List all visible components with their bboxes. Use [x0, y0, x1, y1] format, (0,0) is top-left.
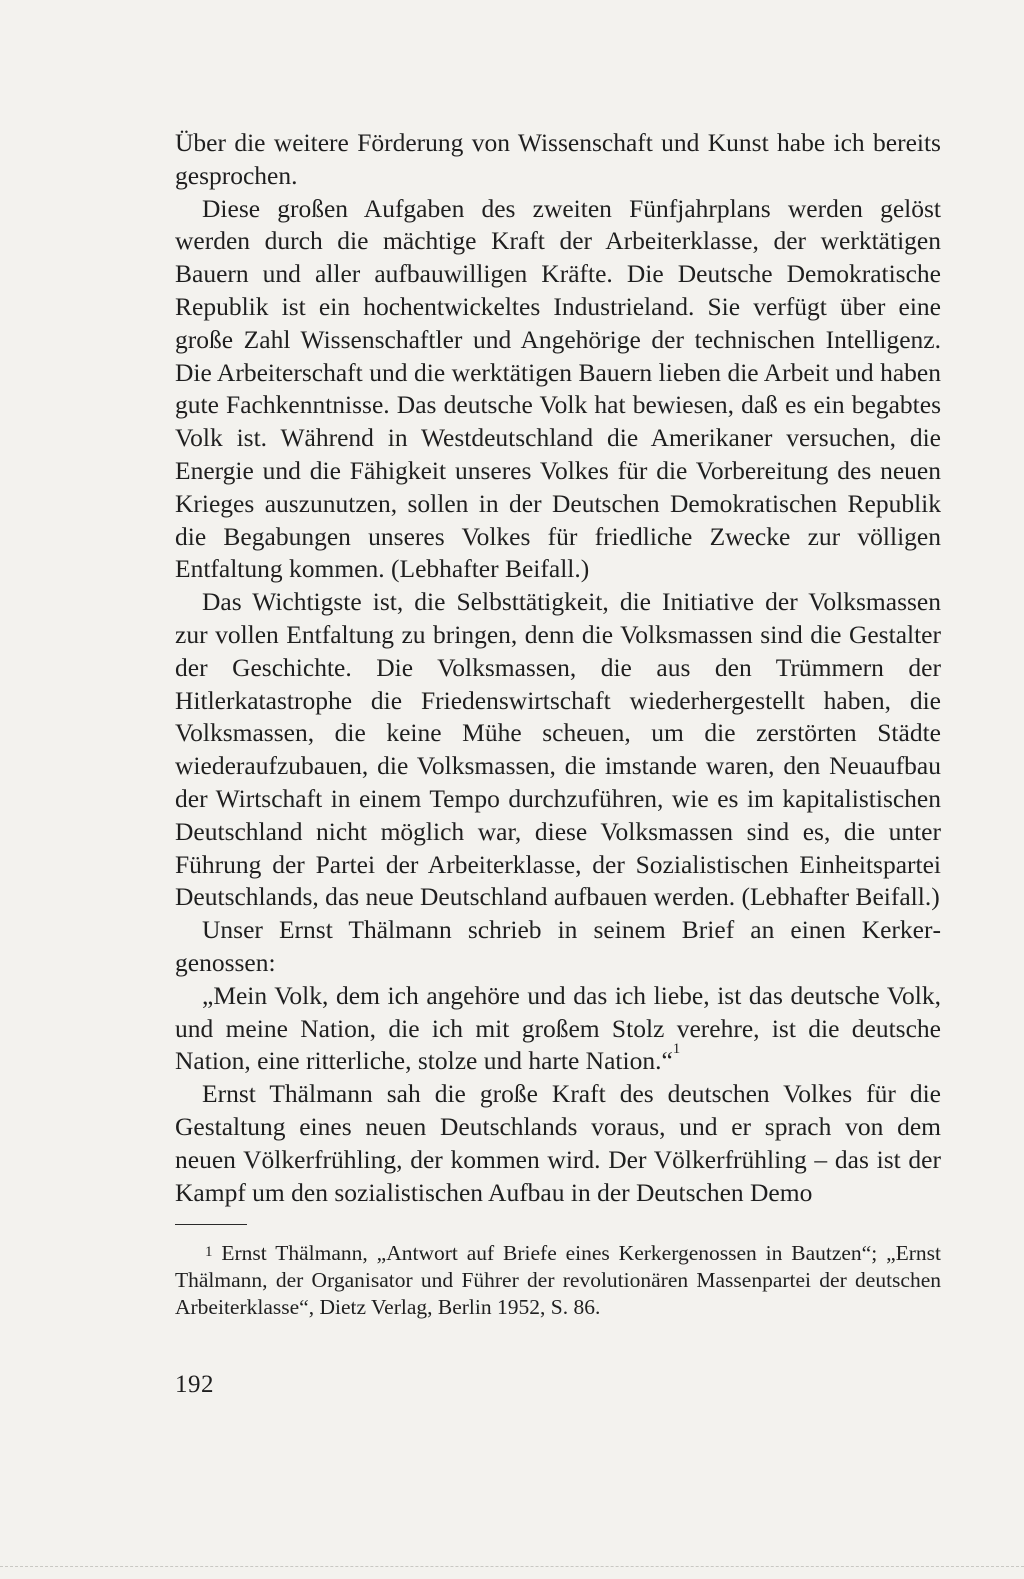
- paragraph-5-quote: [175, 980, 941, 1078]
- paragraph-2: Diese großen Aufgaben des zweiten Fünfjahrplans werden gelöst werden durch die mächtige Kraft der Arbeiterklasse, der werktätigen Bauern und aller aufbauwilligen Kräfte. Die Deutsche Demokratische Republik ist ein hochentwickeltes Industrieland. Sie verfügt über eine große Zahl Wissenschaftler und Angehörige der technischen Intelligenz. Die Arbeiterschaft und die werktätigen Bauern lieben die Arbeit und haben gute Fachkenntnisse. Das deutsche Volk hat bewiesen, daß es ein begabtes Volk ist. Während in Westdeutschland die Amerikaner versuchen, die Energie und die Fähigkeit unseres Volkes für die Vorbereitung des neuen Krieges auszunutzen, sollen in der Deutschen Demokratischen Republik die Begabungen unseres Volkes für friedliche Zwecke zur völligen Entfaltung kommen. (Lebhafter Beifall.): [175, 193, 941, 584]
- footnote-text: Ernst Thälmann, „Antwort auf Briefe eines Kerkergenossen in Bautzen“; „Ernst Thälmann, der Organisator und Führer der revolutionären Massenpartei der deutschen Arbeiterklasse“, Dietz Verlag, Berlin 1952, S. 86.: [175, 1241, 941, 1319]
- paragraph-1: Über die weitere Förderung von Wissenschaft und Kunst habe ich bereits gesprochen.: [175, 128, 941, 190]
- quote-text: „Mein Volk, dem ich angehöre und das ich liebe, ist das deutsche Volk, und meine Nation, die ich mit großem Stolz verehre, ist die deutsche Nation, eine ritterliche, stolze und harte Nation.“: [175, 980, 941, 1076]
- main-text: [175, 127, 941, 1209]
- footnote-reference: 1: [672, 1041, 681, 1058]
- page-number: 192: [175, 1371, 214, 1398]
- footnote: [175, 1240, 941, 1321]
- scan-edge: [0, 1566, 1024, 1567]
- footnote-marker: 1: [205, 1244, 213, 1260]
- footnote-divider: [175, 1224, 247, 1225]
- paragraph-6: Ernst Thälmann sah die große Kraft des deutschen Volkes für die Gestaltung eines neuen Deutschlands voraus, und er sprach von dem neuen Völkerfrühling, der kommen wird. Der Völkerfrühling – das ist der Kampf um den sozialistischen Aufbau in der Deutschen Demo: [175, 1079, 941, 1207]
- paragraph-3: Das Wichtigste ist, die Selbsttätigkeit, die Initiative der Volksmassen zur vollen Entfaltung zu bringen, denn die Volksmassen sind die Gestalter der Geschichte. Die Volksmassen, die aus den Trümmern der Hitlerkatastrophe die Friedenswirtschaft wiederhergestellt haben, die Volksmassen, die keine Mühe scheuen, um die zerstörten Städte wiederaufzubauen, die Volksmassen, die imstande waren, den Neuaufbau der Wirtschaft in einem Tempo durchzuführen, wie es im kapitalistischen Deutschland nicht möglich war, diese Volksmassen sind es, die unter Führung der Partei der Arbeiterklasse, der Sozialistischen Einheitspartei Deutschlands, das neue Deutschland aufbauen werden. (Lebhafter Beifall.): [175, 587, 941, 912]
- paragraph-4: Unser Ernst Thälmann schrieb in seinem Brief an einen Kerkergenossen:: [175, 915, 941, 977]
